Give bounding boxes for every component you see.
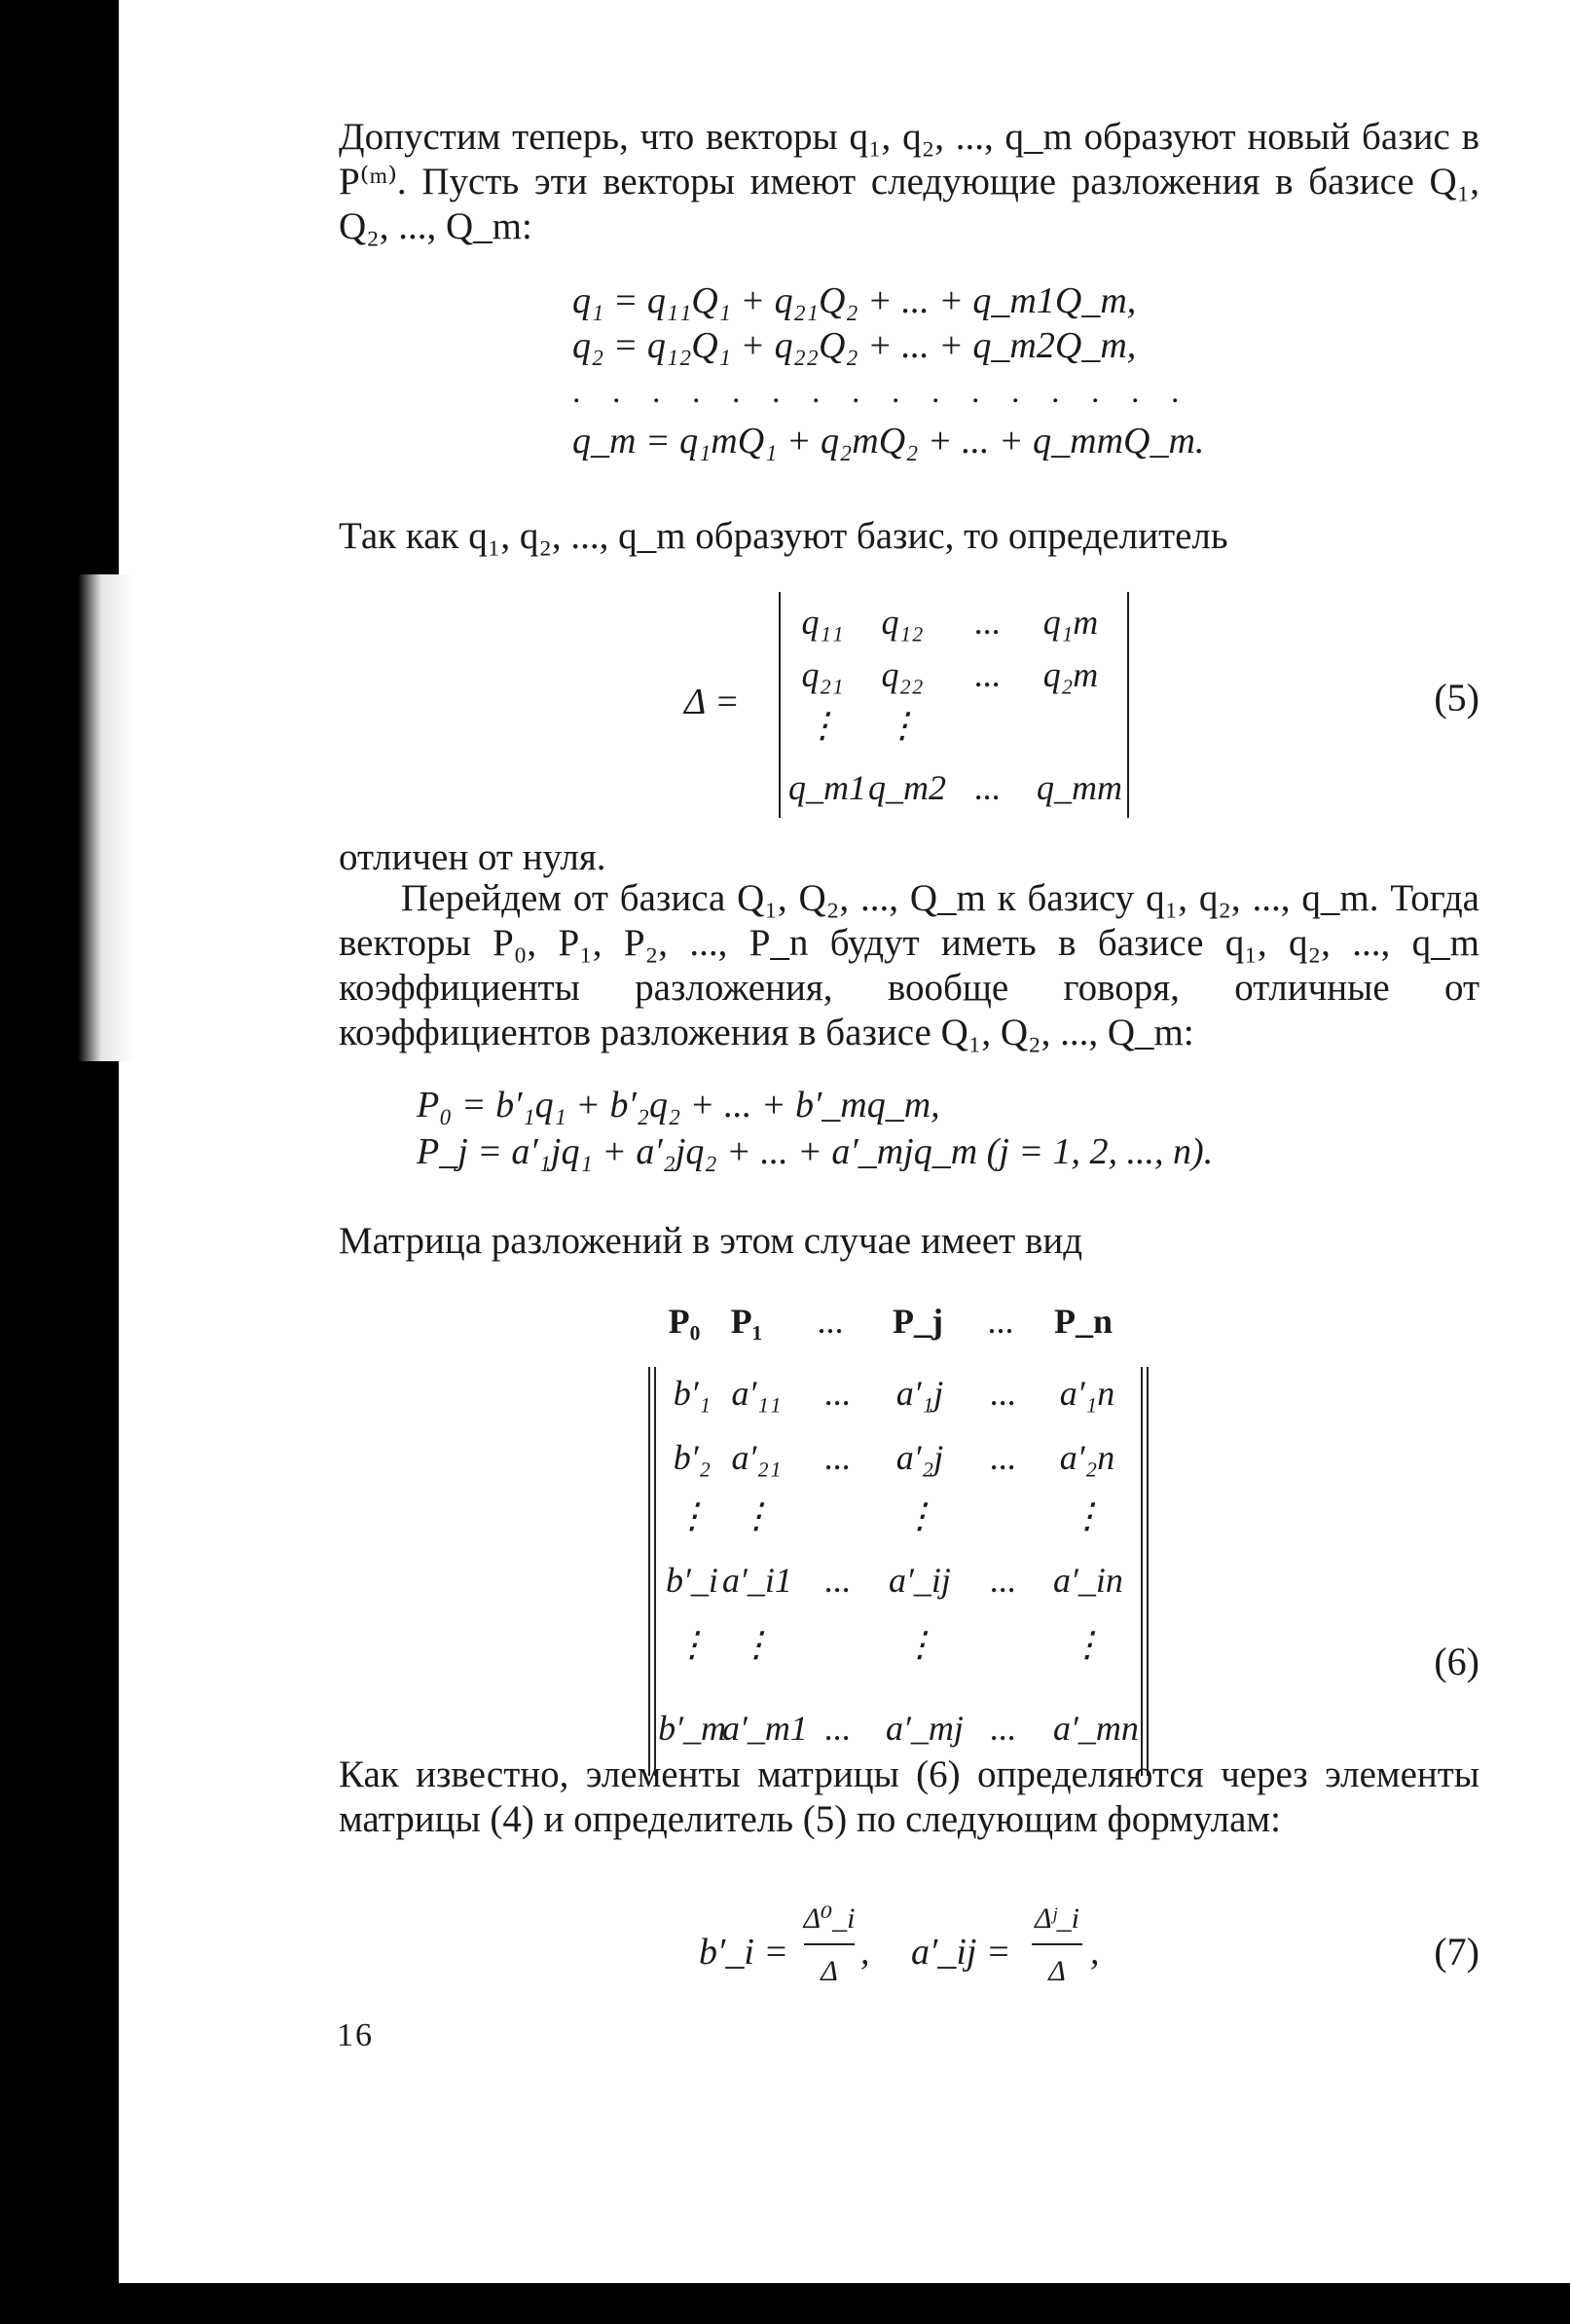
matrix-cell: ⋮	[902, 1496, 937, 1535]
matrix-header-cell: P₁	[730, 1302, 763, 1341]
det-cell: q_m2	[868, 768, 946, 807]
page-number: 16	[337, 2017, 374, 2053]
formula7-b-numerator: Δ⁰_i	[803, 1902, 856, 1935]
equation-qm: q_m = q₁mQ₁ + q₂mQ₂ + ... + q_mmQ_m.	[572, 421, 1205, 461]
matrix-cell: a′₁j	[895, 1374, 944, 1413]
matrix-cell: ...	[990, 1374, 1017, 1413]
matrix-cell: ⋮	[675, 1625, 710, 1664]
delta-label: Δ =	[684, 682, 740, 722]
paragraph-4: Перейдем от базиса Q₁, Q₂, ..., Q_m к базису q₁, q₂, ..., q_m. Тогда векторы P₀, P₁, P₂, ..., P_n будут иметь в базисе q₁, q₂, ..., q_m коэффициенты разложения, вообще говоря, отличные от коэффициентов разложения в базисе Q₁, Q₂, ..., Q_m:	[339, 877, 1479, 1053]
formula7-b-denominator: Δ	[821, 1955, 838, 1987]
matrix-cell: ...	[824, 1374, 852, 1413]
paragraph-2: Так как q₁, q₂, ..., q_m образуют базис, то определитель	[339, 515, 1228, 557]
determinant-left-bar	[779, 592, 781, 818]
matrix-right-bar-inner	[1141, 1367, 1143, 1776]
matrix-cell: ⋮	[739, 1496, 774, 1535]
equation-number-6: (6)	[1434, 1640, 1479, 1683]
det-cell: q_m1	[788, 768, 866, 807]
matrix-cell: ...	[990, 1709, 1017, 1748]
matrix-right-bar	[1147, 1367, 1149, 1776]
matrix-cell: b′₂	[673, 1438, 712, 1477]
equation-q1: q₁ = q₁₁Q₁ + q₂₁Q₂ + ... + q_m1Q_m,	[572, 280, 1137, 321]
scan-bottom-border	[0, 2283, 1570, 2324]
matrix-header-cell: P_n	[1053, 1302, 1113, 1341]
matrix-cell: a′₁₁	[731, 1374, 782, 1413]
det-cell: ...	[974, 603, 1002, 642]
matrix-cell: a′₂₁	[731, 1438, 782, 1477]
formula7-a-denominator: Δ	[1048, 1955, 1066, 1987]
formula-7-block	[339, 1897, 1479, 2004]
det-cell: q₁₂	[881, 603, 924, 642]
det-cell: q₂₂	[881, 655, 924, 694]
matrix-cell: ⋮	[1070, 1625, 1105, 1664]
matrix-cell: b′_i	[666, 1561, 718, 1600]
formula7-a-lhs: a′_ij =	[911, 1932, 1011, 1973]
det-cell: ⋮	[805, 706, 840, 745]
paragraph-3: отличен от нуля.	[339, 836, 606, 878]
equation-p0: P₀ = b′₁q₁ + b′₂q₂ + ... + b′_mq_m,	[417, 1085, 940, 1125]
formula7-b-lhs: b′_i =	[699, 1932, 789, 1973]
matrix-cell: a′_m1	[722, 1709, 808, 1748]
determinant-right-bar	[1127, 592, 1129, 818]
determinant-block	[339, 592, 1479, 826]
matrix-cell: ⋮	[1070, 1496, 1105, 1535]
paragraph-6: Как известно, элементы матрицы (6) определяются через элементы матрицы (4) и определитель (5) по следующим формулам:	[339, 1753, 1479, 1840]
det-cell: q₂m	[1042, 655, 1099, 694]
matrix-cell: a′₂n	[1059, 1438, 1115, 1477]
matrix-left-bar-inner	[654, 1367, 656, 1776]
scan-page-edge	[58, 574, 136, 1061]
matrix-cell: b′_m	[658, 1709, 726, 1748]
equation-pj: P_j = a′₁jq₁ + a′₂jq₂ + ... + a′_mjq_m (j = 1, 2, ..., n).	[417, 1131, 1214, 1172]
expansion-matrix	[648, 1367, 1149, 1776]
matrix-cell: ...	[824, 1709, 852, 1748]
equation-number-7: (7)	[1434, 1930, 1479, 1974]
matrix-cell: a′_in	[1053, 1561, 1123, 1600]
determinant-matrix	[779, 592, 1129, 818]
matrix-column-headers	[650, 1299, 1137, 1347]
expansion-equations	[339, 1083, 1479, 1180]
matrix-cell: ⋮	[902, 1625, 937, 1664]
matrix-cell: ...	[824, 1438, 852, 1477]
paragraph-1: Допустим теперь, что векторы q₁, q₂, ..., q_m образуют новый базис в P⁽ᵐ⁾. Пусть эти векторы имеют следующие разложения в базисе Q₁, Q₂, ..., Q_m:	[339, 116, 1479, 247]
formula7-separator: ,	[860, 1932, 870, 1973]
formula7-a-fraction-bar	[1032, 1943, 1082, 1945]
matrix-cell: ...	[990, 1438, 1017, 1477]
paragraph-5: Матрица разложений в этом случае имеет вид	[339, 1220, 1083, 1262]
matrix-cell: ...	[824, 1561, 852, 1600]
matrix-cell: a′₂j	[895, 1438, 944, 1477]
matrix-left-bar	[648, 1367, 650, 1776]
matrix-header-cell: ...	[987, 1302, 1014, 1341]
det-cell: ...	[974, 768, 1002, 807]
formula7-end: ,	[1090, 1932, 1100, 1973]
det-cell: q₁m	[1042, 603, 1099, 642]
matrix-cell: a′_ij	[889, 1561, 951, 1600]
matrix-cell: b′₁	[673, 1374, 712, 1413]
matrix-header-cell: P₀	[668, 1302, 701, 1341]
matrix-cell: ⋮	[675, 1496, 710, 1535]
equation-q2: q₂ = q₁₂Q₁ + q₂₂Q₂ + ... + q_m2Q_m,	[572, 325, 1137, 366]
matrix-cell: ...	[990, 1561, 1017, 1600]
det-cell: ⋮	[885, 706, 920, 745]
det-cell: q₂₁	[801, 655, 844, 694]
matrix-cell: a′_i1	[722, 1561, 792, 1600]
formula7-a-numerator: Δʲ_i	[1035, 1902, 1079, 1935]
q-system-equations	[339, 278, 1479, 609]
equation-number-5: (5)	[1434, 676, 1479, 719]
formula7-b-fraction-bar	[804, 1943, 855, 1945]
matrix-header-cell: P_j	[893, 1302, 943, 1341]
equation-ellipsis-row: . . . . . . . . . . . . . . . .	[572, 374, 1191, 410]
det-cell: q_mm	[1037, 768, 1122, 807]
det-cell: q₁₁	[801, 603, 844, 642]
det-cell: ...	[974, 655, 1002, 694]
matrix-cell: a′_mj	[886, 1709, 964, 1748]
matrix-header-cell: ...	[817, 1302, 844, 1341]
matrix-cell: a′_mn	[1053, 1709, 1139, 1748]
matrix-cell: ⋮	[739, 1625, 774, 1664]
scan-left-border	[0, 0, 119, 2324]
matrix-cell: a′₁n	[1059, 1374, 1115, 1413]
